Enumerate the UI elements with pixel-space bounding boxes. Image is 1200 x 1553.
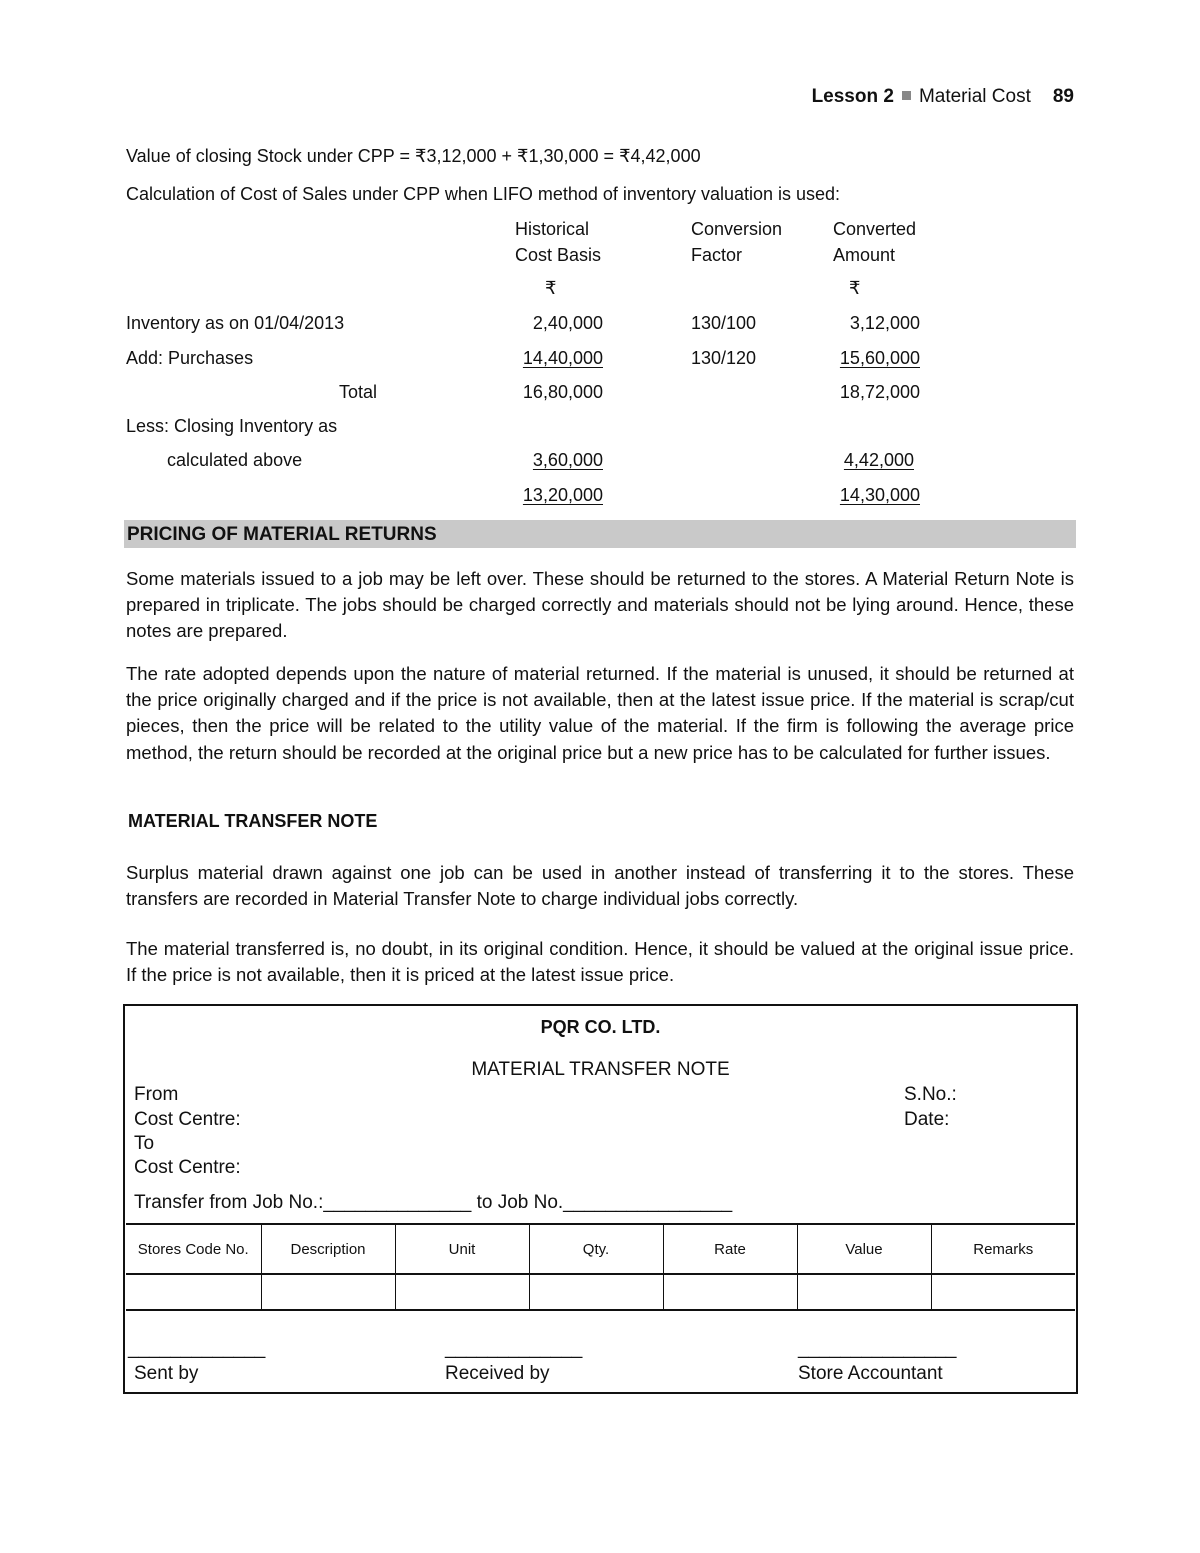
signature-line-received: _____________ <box>445 1338 583 1359</box>
row-label: calculated above <box>167 450 303 470</box>
table-cell <box>797 1274 931 1310</box>
lesson-label: Lesson 2 <box>811 86 894 107</box>
form-sno: S.No.: <box>904 1084 957 1105</box>
table-cell <box>126 1274 261 1310</box>
transfer-paragraph-2: The material transferred is, no doubt, in its original condition. Hence, it should be valued at the original issue price. If the price is not available, then it is priced at the latest issue price. <box>126 938 1074 986</box>
transfer-paragraph-1: Surplus material drawn against one job can be used in another instead of transferring it to the stores. These transfers are recorded in Material Transfer Note to charge individual jobs correctly. <box>126 862 1074 910</box>
table-cell <box>261 1274 395 1310</box>
header-description: Description <box>261 1224 395 1274</box>
col-historical-unit: ₹ <box>545 278 557 298</box>
signature-sent-by: Sent by <box>134 1363 199 1384</box>
row-historical: 3,60,000 <box>532 450 603 470</box>
table-cell <box>395 1274 529 1310</box>
calc-heading: Calculation of Cost of Sales under CPP when LIFO method of inventory valuation is used: <box>126 184 841 204</box>
table-header-row <box>126 1224 1075 1274</box>
col-factor-line2: Factor <box>691 245 743 265</box>
row-factor: 130/100 <box>691 313 757 333</box>
header-stores-code: Stores Code No. <box>126 1224 261 1274</box>
header-rate: Rate <box>663 1224 797 1274</box>
form-items-table <box>126 1223 1075 1311</box>
col-converted-line2: Amount <box>833 245 896 265</box>
header-unit: Unit <box>395 1224 529 1274</box>
pricing-paragraph-1: Some materials issued to a job may be left over. These should be returned to the stores. A Material Return Note is prepared in triplicate. The jobs should be charged correctly and materials should not be lying around. Hence, these notes are prepared. <box>126 568 1074 642</box>
form-date: Date: <box>904 1109 950 1130</box>
form-from: From <box>134 1084 179 1105</box>
header-value: Value <box>797 1224 931 1274</box>
row-factor: 130/120 <box>691 348 757 368</box>
row-converted: 3,12,000 <box>849 313 920 333</box>
table-cell <box>663 1274 797 1310</box>
form-transfer-line: Transfer from Job No.:______________ to Job No.________________ <box>134 1192 733 1213</box>
row-historical: 16,80,000 <box>522 382 603 402</box>
row-converted: 15,60,000 <box>839 348 920 368</box>
form-company: PQR CO. LTD. <box>540 1017 661 1037</box>
section-title-transfer: MATERIAL TRANSFER NOTE <box>128 811 378 831</box>
pricing-paragraph-2: The rate adopted depends upon the nature of material returned. If the material is unused, it should be returned at the price originally charged and if the price is not available, then at the latest issue price. If the material is scrap/cut pieces, then the price will be related to the utility value of the material. If the firm is following the average price method, the return should be recorded at the original price but a new price has to be calculated for further issues. <box>126 663 1074 763</box>
row-label-total: Total <box>339 382 378 402</box>
row-historical: 14,40,000 <box>522 348 603 368</box>
col-factor-line1: Conversion <box>691 219 783 239</box>
signature-received-by: Received by <box>445 1363 550 1384</box>
form-cost-centre-from: Cost Centre: <box>134 1109 241 1130</box>
row-converted: 4,42,000 <box>843 450 914 470</box>
page-number: 89 <box>1052 86 1074 107</box>
col-converted-unit: ₹ <box>849 278 861 298</box>
row-converted-result: 14,30,000 <box>839 485 920 505</box>
row-label: Less: Closing Inventory as <box>126 416 338 436</box>
form-cost-centre-to: Cost Centre: <box>134 1157 241 1178</box>
table-cell <box>529 1274 663 1310</box>
closing-stock-line: Value of closing Stock under CPP = ₹3,12,000 + ₹1,30,000 = ₹4,42,000 <box>126 146 701 166</box>
row-historical-result: 13,20,000 <box>522 485 603 505</box>
header-qty: Qty. <box>529 1224 663 1274</box>
signature-line-sent: _____________ <box>128 1338 266 1359</box>
col-converted-line1: Converted <box>833 219 917 239</box>
header-remarks: Remarks <box>931 1224 1075 1274</box>
row-historical: 2,40,000 <box>532 313 603 333</box>
row-converted: 18,72,000 <box>839 382 920 402</box>
col-historical-line2: Cost Basis <box>515 245 602 265</box>
table-cell <box>931 1274 1075 1310</box>
form-title: MATERIAL TRANSFER NOTE <box>471 1059 730 1080</box>
signature-store-accountant: Store Accountant <box>798 1363 943 1384</box>
form-to: To <box>134 1133 155 1154</box>
row-label: Inventory as on 01/04/2013 <box>126 313 345 333</box>
signature-line-accountant: _______________ <box>798 1338 957 1359</box>
table-row <box>126 1274 1075 1310</box>
topic-label: Material Cost <box>918 86 1031 107</box>
square-bullet-icon <box>902 91 911 100</box>
section-title-pricing: PRICING OF MATERIAL RETURNS <box>124 520 1076 548</box>
row-label: Add: Purchases <box>126 348 254 368</box>
col-historical-line1: Historical <box>515 219 590 239</box>
running-header <box>812 86 1074 108</box>
material-transfer-note-form <box>123 1004 1078 1394</box>
